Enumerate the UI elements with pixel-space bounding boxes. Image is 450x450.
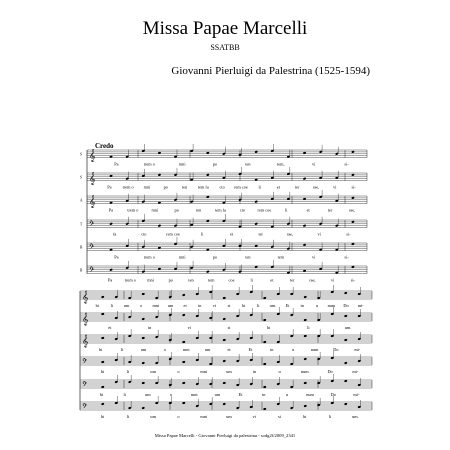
note-head bbox=[158, 224, 162, 227]
note-head bbox=[206, 270, 210, 273]
lyric-syllable: ter bbox=[294, 184, 300, 190]
lyric-syllable: bi bbox=[99, 347, 103, 352]
lyric-syllable: Do bbox=[327, 369, 333, 374]
bass-clef: 𝄢 bbox=[82, 357, 88, 367]
lyric-syllable: si bbox=[227, 303, 231, 308]
lyric-syllable: et bbox=[227, 347, 231, 352]
piece-title: Missa Papae Marcelli bbox=[142, 18, 308, 39]
lyric-syllable: Et bbox=[285, 303, 290, 308]
note-head bbox=[303, 358, 307, 361]
lyric-syllable: mni bbox=[178, 254, 186, 260]
lyric-syllable: si- bbox=[351, 184, 356, 190]
lyric-syllable: mni bbox=[200, 414, 208, 419]
lyric-syllable: bi bbox=[303, 414, 307, 419]
lyric-syllable: vi bbox=[252, 414, 256, 419]
lyric-syllable: mi- bbox=[353, 392, 360, 397]
lyric-syllable: tem bbox=[277, 254, 285, 260]
footer-credit: Missa Papae Marcelli - Giovanni Pierluigi da palestrina - sodg2f/2009_2341 bbox=[154, 433, 296, 438]
lyric-syllable: mni bbox=[152, 303, 160, 308]
lyric-syllable: et bbox=[108, 325, 112, 330]
lyric-syllable: si- bbox=[344, 254, 349, 260]
composer-label: Giovanni Pierluigi da Palestrina (1525-1594) bbox=[171, 65, 370, 77]
note-head bbox=[303, 224, 307, 227]
note-head bbox=[254, 222, 258, 225]
lyric-syllable: num bbox=[310, 347, 319, 352]
bass-clef: 𝄢 bbox=[82, 402, 88, 412]
bass-clef: 𝄢 bbox=[89, 220, 95, 230]
lyric-syllable: fa bbox=[112, 231, 117, 237]
lyric-syllable: in bbox=[147, 325, 152, 330]
lyric-syllable: Do bbox=[330, 392, 336, 397]
lyric-syllable: ter bbox=[258, 231, 263, 237]
lyric-syllable: um bbox=[226, 414, 232, 419]
lyric-syllable: ten bbox=[245, 161, 251, 167]
lyric-syllable: si bbox=[278, 414, 281, 419]
lyric-syllable: Pa bbox=[114, 161, 119, 167]
voicing-label: SSATBB bbox=[210, 43, 240, 52]
lyric-syllable: vi bbox=[187, 325, 191, 330]
lyric-syllable: um. bbox=[269, 303, 277, 308]
treble-clef: 𝄞 bbox=[89, 149, 96, 163]
lyric-syllable: rae, bbox=[286, 231, 294, 237]
lyric-syllable: mni bbox=[182, 347, 190, 352]
note-head bbox=[141, 407, 145, 410]
lyric-syllable: in bbox=[262, 392, 266, 397]
lyric-syllable: um bbox=[150, 369, 156, 374]
lyric-syllable: um. bbox=[352, 414, 359, 419]
lyric-syllable: o bbox=[170, 392, 173, 397]
note-head bbox=[351, 220, 355, 223]
lyric-syllable: li bbox=[120, 347, 124, 352]
treble-clef: 𝄞 bbox=[82, 290, 89, 304]
note-head bbox=[206, 173, 210, 176]
lyric-syllable: po bbox=[174, 207, 179, 213]
voice-label: B bbox=[80, 268, 83, 273]
note-head bbox=[303, 243, 307, 246]
note-head bbox=[101, 296, 105, 299]
lyric-syllable: um. bbox=[344, 325, 352, 330]
bass-clef: 𝄢 bbox=[82, 380, 88, 390]
lyric-syllable: Pa bbox=[107, 277, 113, 283]
lyric-syllable: mni bbox=[190, 392, 198, 397]
note-head bbox=[158, 173, 162, 176]
lyric-syllable: et bbox=[306, 207, 310, 213]
lyric-syllable: po bbox=[163, 184, 168, 190]
lyric-syllable: bi bbox=[100, 414, 105, 419]
lyric-syllable: si- bbox=[346, 231, 351, 237]
lyric-syllable: tem fa bbox=[197, 184, 209, 190]
lyric-syllable: tem bbox=[208, 277, 215, 283]
lyric-syllable: si- bbox=[344, 161, 349, 167]
lyric-syllable: o bbox=[140, 303, 143, 308]
lyric-syllable: Pa bbox=[108, 207, 114, 213]
lyric-syllable: num bbox=[327, 303, 336, 308]
lyric-syllable: bi bbox=[267, 325, 271, 330]
lyric-syllable: mi- bbox=[352, 369, 359, 374]
note-head bbox=[182, 314, 186, 317]
lyric-syllable: rae, bbox=[348, 207, 356, 213]
treble-clef: 𝄞 bbox=[82, 312, 89, 326]
lyric-syllable: li bbox=[110, 303, 114, 308]
lyric-syllable: um bbox=[123, 303, 130, 308]
voice-label: S bbox=[80, 175, 82, 180]
note-head bbox=[344, 292, 348, 295]
lyric-syllable: et bbox=[183, 303, 187, 308]
treble-clef: 𝄞 bbox=[89, 195, 96, 209]
lyric-syllable: li bbox=[126, 369, 130, 374]
lyric-syllable: cto bbox=[239, 207, 246, 213]
note-head bbox=[351, 196, 355, 199]
lyric-syllable: ten bbox=[196, 207, 202, 213]
lyric-syllable: li bbox=[123, 392, 126, 397]
note-head bbox=[141, 362, 145, 365]
lyric-syllable: trem o bbox=[143, 254, 155, 260]
note-head bbox=[351, 150, 355, 153]
lyric-syllable: in bbox=[198, 303, 202, 308]
lyric-syllable: Do bbox=[333, 347, 339, 352]
note-head bbox=[109, 268, 113, 271]
lyric-syllable: um bbox=[214, 392, 221, 397]
lyric-syllable: um bbox=[145, 392, 151, 397]
lyric-syllable: ten bbox=[188, 277, 194, 283]
lyric-syllable: ter bbox=[289, 277, 295, 283]
lyric-syllable: li bbox=[257, 303, 260, 308]
lyric-syllable: ten bbox=[245, 254, 251, 260]
lyric-syllable: vi bbox=[333, 184, 337, 190]
lyric-syllable: mi- bbox=[357, 303, 364, 308]
lyric-syllable: in bbox=[252, 369, 256, 374]
lyric-syllable: um bbox=[226, 369, 232, 374]
lyric-syllable: mni bbox=[178, 161, 186, 167]
lyric-syllable: Do bbox=[343, 303, 349, 308]
note-head bbox=[222, 318, 226, 321]
lyric-syllable: cto bbox=[141, 231, 147, 237]
lyric-syllable: vi bbox=[212, 303, 217, 308]
note-head bbox=[344, 362, 348, 365]
lyric-syllable: in bbox=[270, 347, 274, 352]
lyric-syllable: Pa bbox=[107, 184, 112, 190]
lyric-syllable: mni bbox=[200, 369, 208, 374]
lyric-syllable: trem o bbox=[124, 277, 136, 283]
note-head bbox=[141, 318, 145, 321]
lyric-syllable: um bbox=[167, 303, 174, 308]
note-head bbox=[351, 173, 355, 176]
lyric-syllable: po bbox=[212, 254, 218, 260]
lyric-syllable: ten bbox=[181, 184, 188, 190]
section-label: Credo bbox=[95, 142, 114, 150]
lyric-syllable: li bbox=[307, 325, 310, 330]
lyric-syllable: um bbox=[140, 347, 147, 352]
note-head bbox=[303, 177, 307, 180]
lyric-syllable: u bbox=[278, 369, 281, 374]
lyric-syllable: u bbox=[292, 347, 295, 352]
lyric-syllable: li bbox=[126, 414, 130, 419]
lyric-syllable: mni bbox=[143, 184, 151, 190]
treble-clef: 𝄞 bbox=[89, 172, 96, 186]
lyric-syllable: tem fa bbox=[215, 207, 226, 213]
lyric-syllable: um bbox=[150, 414, 156, 419]
lyric-syllable: mni bbox=[151, 207, 159, 213]
lyric-syllable: rem coe bbox=[166, 231, 180, 237]
voice-label: A bbox=[80, 198, 83, 203]
lyric-syllable: Et bbox=[238, 392, 243, 397]
lyric-syllable: si- bbox=[350, 277, 356, 283]
lyric-syllable: trem o bbox=[127, 207, 139, 213]
lyric-syllable: ter bbox=[327, 207, 333, 213]
lyric-syllable: rem coe bbox=[234, 184, 248, 190]
lyric-syllable: mni bbox=[147, 277, 154, 283]
note-head bbox=[344, 403, 348, 406]
lyric-syllable: Pa bbox=[114, 254, 119, 260]
lyric-syllable: tem, bbox=[277, 161, 285, 167]
lyric-syllable: vi bbox=[312, 161, 316, 167]
lyric-syllable: in bbox=[300, 303, 304, 308]
lyric-syllable: u bbox=[285, 392, 288, 397]
lyric-syllable: li bbox=[258, 184, 261, 190]
lyric-syllable: li bbox=[201, 231, 204, 237]
lyric-syllable: rae, bbox=[312, 184, 320, 190]
lyric-syllable: o bbox=[177, 414, 180, 419]
note-head bbox=[254, 150, 258, 153]
lyric-syllable: et bbox=[270, 277, 274, 283]
lyric-syllable: li bbox=[250, 277, 253, 283]
lyric-syllable: po bbox=[212, 161, 218, 167]
note-head bbox=[222, 403, 226, 406]
note-head bbox=[101, 403, 105, 406]
lyric-syllable: et bbox=[276, 184, 281, 190]
lyric-syllable: vi bbox=[317, 231, 321, 237]
lyric-syllable: trem o bbox=[122, 184, 134, 190]
note-head bbox=[222, 360, 226, 363]
voice-label: S bbox=[80, 152, 82, 157]
lyric-syllable: bi bbox=[95, 303, 99, 308]
voice-label: T bbox=[80, 222, 83, 227]
lyric-syllable: o bbox=[163, 347, 166, 352]
note-head bbox=[303, 405, 307, 408]
lyric-syllable: li bbox=[285, 207, 288, 213]
lyric-syllable: Et bbox=[248, 347, 253, 352]
lyric-syllable: coe bbox=[228, 277, 235, 283]
lyric-syllable: po bbox=[168, 277, 173, 283]
lyric-syllable: bi bbox=[241, 303, 246, 308]
lyric-syllable: bi bbox=[99, 392, 104, 397]
lyric-syllable: vi bbox=[330, 277, 335, 283]
lyric-syllable: rem coe bbox=[257, 207, 272, 213]
lyric-syllable: num bbox=[306, 392, 314, 397]
lyric-syllable: o bbox=[177, 369, 180, 374]
note-head bbox=[254, 200, 258, 203]
note-head bbox=[303, 296, 307, 299]
lyric-syllable: rae, bbox=[309, 277, 316, 283]
lyric-syllable: li bbox=[328, 414, 332, 419]
note-head bbox=[182, 294, 186, 297]
lyric-syllable: si bbox=[227, 325, 231, 330]
lyric-syllable: u bbox=[315, 303, 318, 308]
lyric-syllable: um bbox=[204, 347, 211, 352]
bass-clef: 𝄢 bbox=[89, 243, 95, 253]
lyric-syllable: cto bbox=[219, 184, 225, 190]
voice-label: B bbox=[80, 245, 83, 250]
lyric-syllable: num bbox=[300, 369, 309, 374]
lyric-syllable: trem o bbox=[143, 161, 155, 167]
treble-clef: 𝄞 bbox=[82, 334, 89, 348]
lyric-syllable: bi bbox=[100, 369, 105, 374]
lyric-syllable: et bbox=[229, 231, 234, 237]
lyric-syllable: vi bbox=[312, 254, 316, 260]
note-head bbox=[109, 222, 113, 225]
lyric-syllable: mi- bbox=[354, 347, 361, 352]
bass-clef: 𝄢 bbox=[89, 266, 95, 276]
